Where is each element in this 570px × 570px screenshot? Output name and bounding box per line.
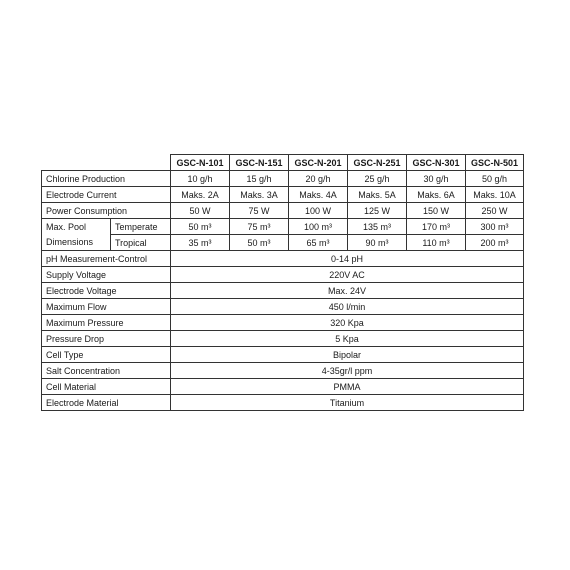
table-row <box>42 395 524 411</box>
table-row <box>42 251 524 267</box>
table-row <box>42 187 524 203</box>
cell-value: 75 m³ <box>230 219 289 235</box>
row-label: Pressure Drop <box>42 331 171 347</box>
cell-value: Titanium <box>171 395 524 411</box>
cell-value: 250 W <box>466 203 524 219</box>
cell-value: 100 W <box>289 203 348 219</box>
cell-value: PMMA <box>171 379 524 395</box>
pool-sub-label: Temperate <box>111 219 171 235</box>
row-label: Chlorine Production <box>42 171 171 187</box>
spec-table <box>41 154 524 411</box>
row-label: Electrode Material <box>42 395 171 411</box>
cell-value: 4-35gr/l ppm <box>171 363 524 379</box>
table-row <box>42 379 524 395</box>
model-header: GSC-N-251 <box>348 155 407 171</box>
row-label: Supply Voltage <box>42 267 171 283</box>
model-header: GSC-N-301 <box>407 155 466 171</box>
cell-value: Maks. 4A <box>289 187 348 203</box>
cell-value: 90 m³ <box>348 235 407 251</box>
row-label: pH Measurement-Control <box>42 251 171 267</box>
cell-value: 5 Kpa <box>171 331 524 347</box>
row-label: Cell Type <box>42 347 171 363</box>
cell-value: 170 m³ <box>407 219 466 235</box>
cell-value: 450 l/min <box>171 299 524 315</box>
table-row <box>42 171 524 187</box>
table-row <box>42 315 524 331</box>
table-row <box>42 203 524 219</box>
cell-value: Bipolar <box>171 347 524 363</box>
table-row <box>42 363 524 379</box>
cell-value: 50 m³ <box>230 235 289 251</box>
cell-value: Maks. 6A <box>407 187 466 203</box>
cell-value: 25 g/h <box>348 171 407 187</box>
cell-value: 65 m³ <box>289 235 348 251</box>
table-row <box>42 219 524 235</box>
pool-sub-label: Tropical <box>111 235 171 251</box>
table-row <box>42 267 524 283</box>
cell-value: 30 g/h <box>407 171 466 187</box>
cell-value: 100 m³ <box>289 219 348 235</box>
cell-value: 150 W <box>407 203 466 219</box>
cell-value: 220V AC <box>171 267 524 283</box>
cell-value: 50 g/h <box>466 171 524 187</box>
cell-value: 125 W <box>348 203 407 219</box>
cell-value: 50 m³ <box>171 219 230 235</box>
row-label: Electrode Voltage <box>42 283 171 299</box>
cell-value: 10 g/h <box>171 171 230 187</box>
model-header: GSC-N-151 <box>230 155 289 171</box>
row-label: Electrode Current <box>42 187 171 203</box>
cell-value: 110 m³ <box>407 235 466 251</box>
pool-label-top: Max. Pool <box>42 219 111 235</box>
cell-value: 50 W <box>171 203 230 219</box>
model-header: GSC-N-101 <box>171 155 230 171</box>
cell-value: 200 m³ <box>466 235 524 251</box>
row-label: Maximum Pressure <box>42 315 171 331</box>
row-label: Cell Material <box>42 379 171 395</box>
cell-value: Max. 24V <box>171 283 524 299</box>
table-row <box>42 299 524 315</box>
cell-value: 35 m³ <box>171 235 230 251</box>
model-header: GSC-N-201 <box>289 155 348 171</box>
cell-value: Maks. 3A <box>230 187 289 203</box>
cell-value: 320 Kpa <box>171 315 524 331</box>
table-row <box>42 347 524 363</box>
row-label: Power Consumption <box>42 203 171 219</box>
pool-label-bottom: Dimensions <box>42 235 111 251</box>
table-row <box>42 235 524 251</box>
cell-value: Maks. 10A <box>466 187 524 203</box>
cell-value: 0-14 pH <box>171 251 524 267</box>
row-label: Salt Concentration <box>42 363 171 379</box>
header-row <box>42 155 524 171</box>
row-label: Maximum Flow <box>42 299 171 315</box>
cell-value: 300 m³ <box>466 219 524 235</box>
model-header: GSC-N-501 <box>466 155 524 171</box>
table-row <box>42 283 524 299</box>
table-row <box>42 331 524 347</box>
cell-value: 15 g/h <box>230 171 289 187</box>
cell-value: Maks. 5A <box>348 187 407 203</box>
header-corner <box>42 155 171 171</box>
cell-value: 75 W <box>230 203 289 219</box>
cell-value: 20 g/h <box>289 171 348 187</box>
cell-value: Maks. 2A <box>171 187 230 203</box>
cell-value: 135 m³ <box>348 219 407 235</box>
